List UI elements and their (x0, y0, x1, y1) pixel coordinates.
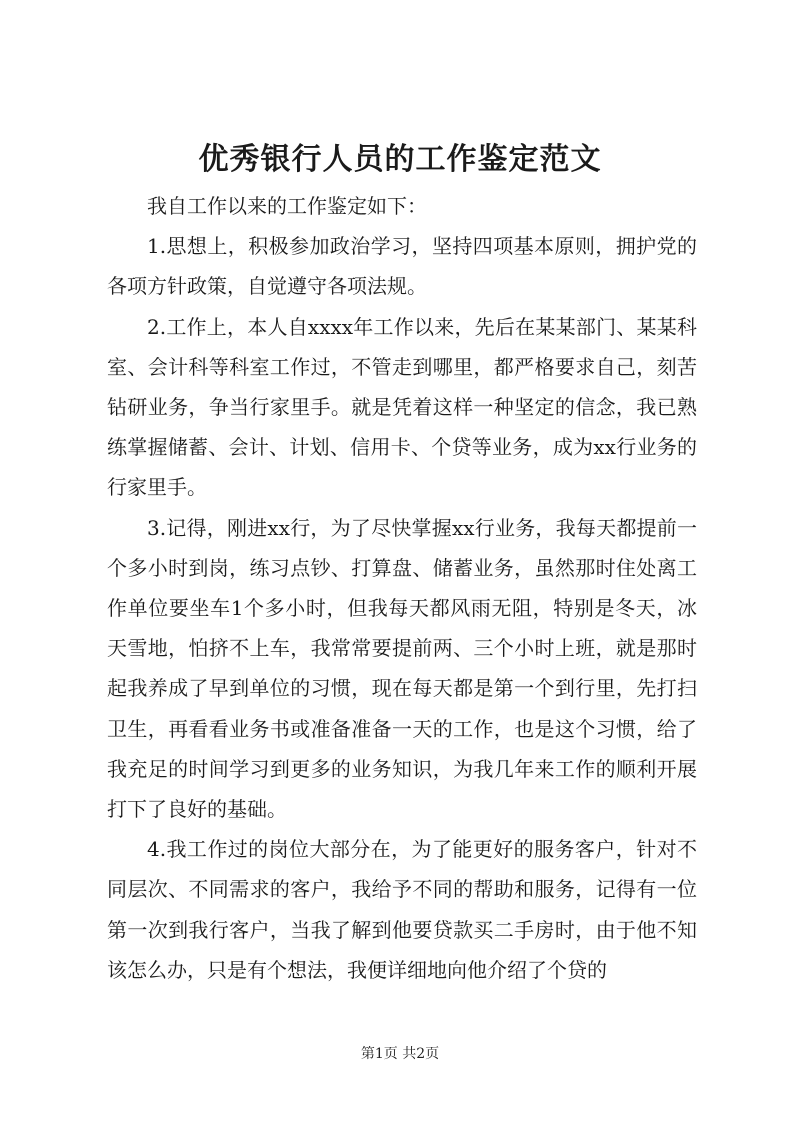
paragraph-2: 2.工作上，本人自xxxx年工作以来，先后在某某部门、某某科室、会计科等科室工作过，不管走到哪里，都严格要求自己，刻苦钻研业务，争当行家里手。就是凭着这样一种坚定的信念，我已熟练掌握储蓄、会计、计划、信用卡、个贷等业务，成为xx行业务的行家里手。 (107, 314, 697, 500)
paragraph-3: 3.记得，刚进xx行，为了尽快掌握xx行业务，我每天都提前一个多小时到岗，练习点钞、打算盘、储蓄业务，虽然那时住处离工作单位要坐车1个多小时，但我每天都风雨无阻，特别是冬天，冰天雪地，怕挤不上车，我常常要提前两、三个小时上班，就是那时起我养成了早到单位的习惯，现在每天都是第一个到行里，先打扫卫生，再看看业务书或准备准备一天的工作，也是这个习惯，给了我充足的时间学习到更多的业务知识，为我几年来工作的顺利开展打下了良好的基础。 (107, 515, 697, 822)
paragraph-1: 1.思想上，积极参加政治学习，坚持四项基本原则，拥护党的各项方针政策，自觉遵守各项法规。 (107, 234, 697, 299)
paragraph-4: 4.我工作过的岗位大部分在，为了能更好的服务客户，针对不同层次、不同需求的客户，我给予不同的帮助和服务，记得有一位第一次到我行客户，当我了解到他要贷款买二手房时，由于他不知该怎么办，只是有个想法，我便详细地向他介绍了个贷的 (107, 837, 697, 982)
document-body (107, 186, 697, 990)
page-number-footer: 第1页 共2页 (360, 1046, 440, 1062)
paragraph-intro: 我自工作以来的工作鉴定如下： (147, 194, 427, 218)
document-title: 优秀银行人员的工作鉴定范文 (198, 142, 602, 177)
